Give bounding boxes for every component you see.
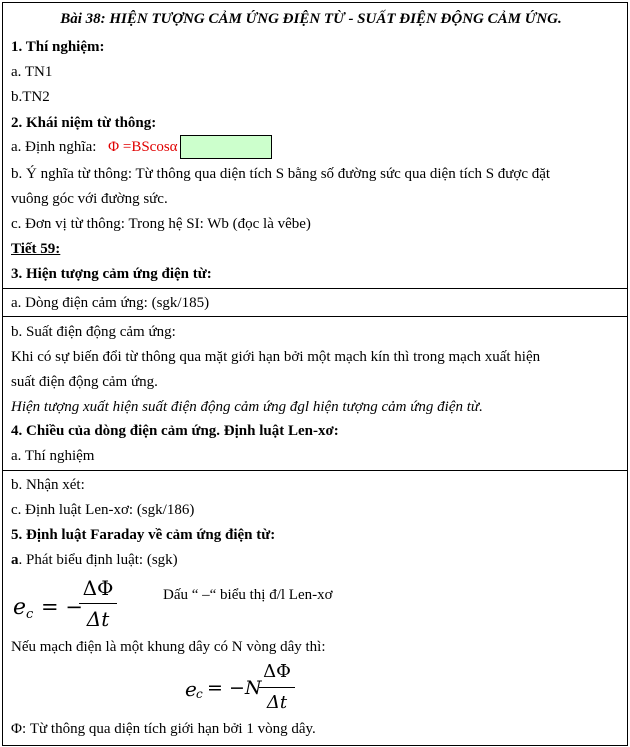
lesson-59-heading: Tiết 59: xyxy=(11,241,61,257)
faraday-equation-1 xyxy=(13,576,123,635)
section-5-heading: 5. Định luật Faraday về cảm ứng điện từ: xyxy=(11,527,276,543)
section-4-heading: 4. Chiều của dòng điện cảm ứng. Định luật Len-xơ: xyxy=(11,423,339,439)
eq1-fraction-bar xyxy=(79,603,117,604)
eq2-denominator: Δt xyxy=(266,692,288,713)
section-5-item-a xyxy=(3,548,627,572)
eq2-relation: = −N xyxy=(207,677,262,699)
definition-row xyxy=(3,135,627,159)
eq2-fraction-bar xyxy=(259,687,295,688)
faraday-equation-2 xyxy=(185,661,315,721)
lesson-title: Bài 38: HIỆN TƯỢNG CẢM ỨNG ĐIỆN TỪ - SUẤT ĐIỆN ĐỘNG CẢM ỨNG. xyxy=(60,11,562,27)
section-4-item-a: a. Thí nghiệm xyxy=(11,448,95,464)
section-3-item-a: a. Dòng điện cảm ứng: (sgk/185) xyxy=(3,288,627,316)
eq2-fraction xyxy=(259,659,295,716)
definition-formula: Φ =BScosα xyxy=(108,139,178,155)
eq1-lhs: e xyxy=(13,595,27,620)
eq1-subscript: c xyxy=(26,607,34,622)
section-3-heading: 3. Hiện tượng cảm ứng điện từ: xyxy=(11,266,212,282)
meaning-line-1: b. Ý nghĩa từ thông: Từ thông qua diện tích S bằng số đường sức qua diện tích S được đặt xyxy=(11,166,551,182)
phi-definition: Φ: Từ thông qua diện tích giới hạn bởi 1 vòng dây. xyxy=(11,721,316,737)
eq1-relation: = − xyxy=(41,595,83,619)
section-1-item-a: a. TN1 xyxy=(11,64,53,80)
section-3-text-2: suất điện động cảm ứng. xyxy=(11,374,158,390)
meaning-line-2: vuông góc với đường sức. xyxy=(11,191,168,207)
eq1-numerator: ΔΦ xyxy=(82,576,114,600)
eq1-denominator: Δt xyxy=(86,607,110,631)
formula-highlight-box xyxy=(180,135,272,159)
eq2-subscript: c xyxy=(196,687,203,701)
definition-label: a. Định nghĩa: xyxy=(11,139,97,155)
item-a-letter: a xyxy=(11,552,19,568)
section-3-italic-definition: Hiện tượng xuất hiện suất điện động cảm ứng đgl hiện tượng cảm ứng điện từ. xyxy=(11,399,483,415)
eq2-numerator: ΔΦ xyxy=(263,661,291,682)
unit-line: c. Đơn vị từ thông: Trong hệ SI: Wb (đọc là vêbe) xyxy=(11,216,311,232)
eq1-fraction xyxy=(79,575,117,632)
section-1-heading: 1. Thí nghiệm: xyxy=(11,39,105,55)
section-3-text-1: Khi có sự biến đổi từ thông qua mặt giới hạn bởi một mạch kín thì trong mạch xuất hiện xyxy=(11,349,541,365)
item-a-text: . Phát biểu định luật: (sgk) xyxy=(18,552,178,568)
section-4-item-c: c. Định luật Len-xơ: (sgk/186) xyxy=(11,502,195,518)
section-2-heading: 2. Khái niệm từ thông: xyxy=(11,115,157,131)
eq1-note: Dấu “ –“ biểu thị đ/l Len-xơ xyxy=(163,587,333,603)
lesson-document xyxy=(2,2,628,746)
n-loops-text: Nếu mạch điện là một khung dây có N vòng dây thì: xyxy=(11,639,326,655)
section-3-item-b: b. Suất điện động cảm ứng: xyxy=(3,316,627,344)
section-4-item-b: b. Nhận xét: xyxy=(3,470,627,497)
section-1-item-b: b.TN2 xyxy=(11,89,50,105)
eq2-lhs: e xyxy=(185,677,197,701)
